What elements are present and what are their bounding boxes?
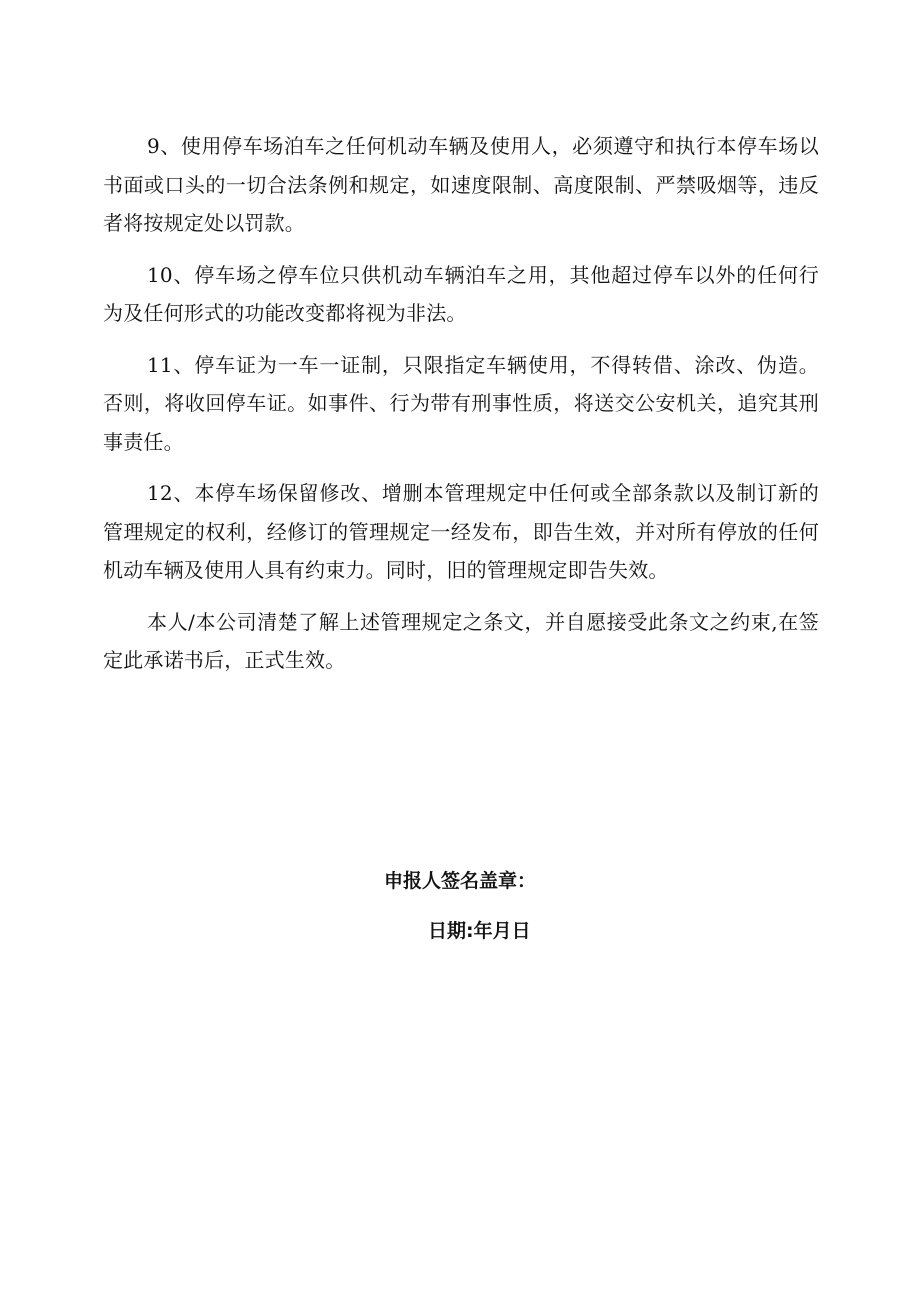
acceptance-statement: 本人/本公司清楚了解上述管理规定之条文，并自愿接受此条文之约束,在签定此承诺书后，正式生效。 xyxy=(103,609,819,672)
date-label: 日期:年月日 xyxy=(428,920,531,942)
applicant-signature-label: 申报人签名盖章： xyxy=(384,870,537,892)
clause-10: 10、停车场之停车位只供机动车辆泊车之用，其他超过停车以外的任何行为及任何形式的功能改变都将视为非法。 xyxy=(103,262,819,325)
agreement-body xyxy=(103,127,819,693)
clause-12: 12、本停车场保留修改、增删本管理规定中任何或全部条款以及制订新的管理规定的权利，经修订的管理规定一经发布，即告生效，并对所有停放的任何机动车辆及使用人具有约束力。同时，旧的管理规定即告失效。 xyxy=(103,481,819,582)
clause-11: 11、停车证为一车一证制，只限指定车辆使用，不得转借、涂改、伪造。否则，将收回停车证。如事件、行为带有刑事性质，将送交公安机关，追究其刑事责任。 xyxy=(103,352,819,454)
clause-9: 9、使用停车场泊车之任何机动车辆及使用人，必须遵守和执行本停车场以书面或口头的一切合法条例和规定，如速度限制、高度限制、严禁吸烟等，违反者将按规定处以罚款。 xyxy=(103,134,819,235)
